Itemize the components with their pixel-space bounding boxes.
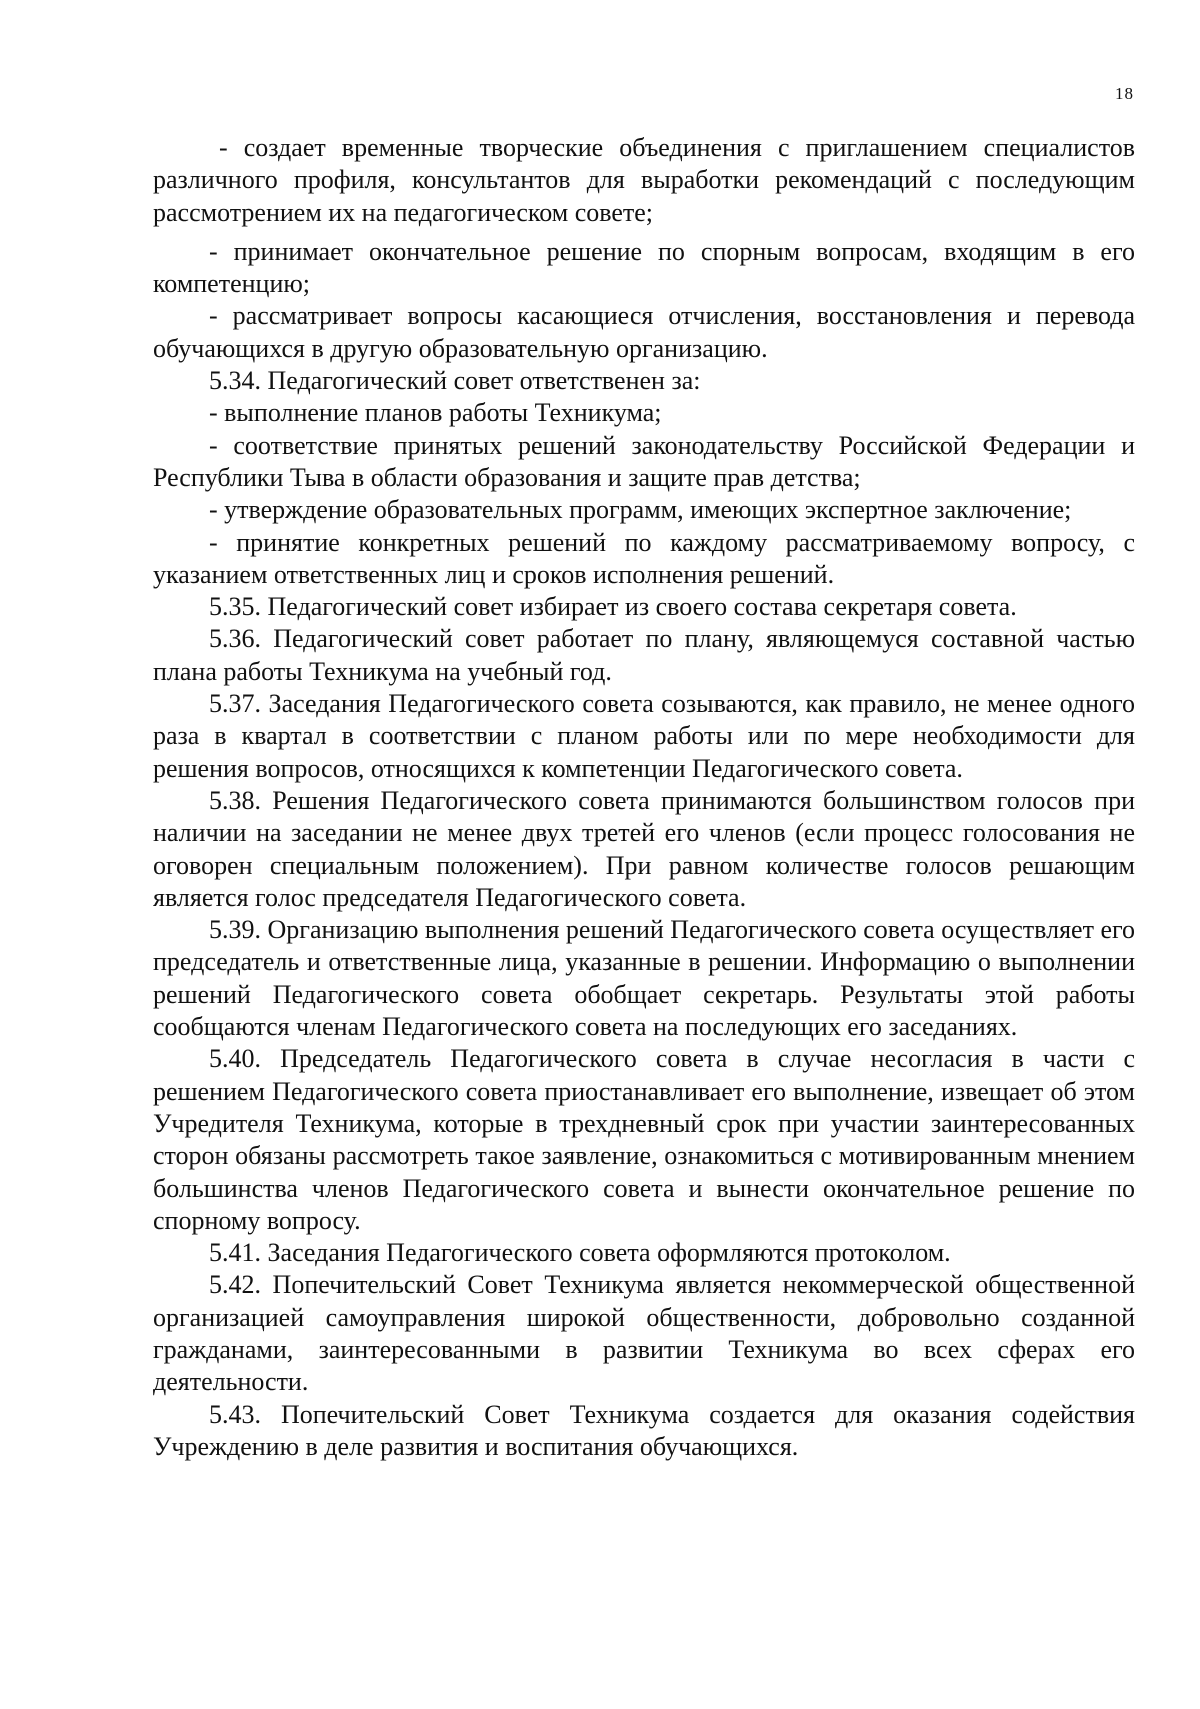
paragraph-5-35: 5.35. Педагогический совет избирает из своего состава секретаря совета. [209,592,1017,622]
paragraph-5-41: 5.41. Заседания Педагогического совета оформляются протоколом. [209,1238,951,1268]
paragraph-5-38: 5.38. Решения Педагогического совета принимаются большинством голосов при наличии на заседании не менее двух третей его членов (если процесс голосования не оговорен специальным положением). При равном количестве голосов решающим является голос председателя Педагогического совета. [153,785,1135,912]
paragraph-expulsion-questions: - рассматривает вопросы касающиеся отчисления, восстановления и перевода обучающихся в другую образовательную организацию. [153,301,1135,363]
paragraph-5-42: 5.42. Попечительский Совет Техникума является некоммерческой общественной организацией самоуправления широкой общественности, добровольно созданной гражданами, заинтересованными в развитии Техникума во всех сферах его деятельности. [153,1270,1135,1397]
paragraph-5-34: 5.34. Педагогический совет ответственен за: [209,366,701,396]
paragraph-final-decision: - принимает окончательное решение по спорным вопросам, входящим в его компетенцию; [153,236,1135,299]
paragraph-5-39: 5.39. Организацию выполнения решений Педагогического совета осуществляет его председатель и ответственные лица, указанные в решении. Информацию о выполнении решений Педагогического совета обобщает секретарь. Результаты этой работы сообщаются членам Педагогического совета на последующих его заседаниях. [153,915,1135,1042]
paragraph-legislation-compliance: - соответствие принятых решений законодательству Российской Федерации и Республики Тыва в области образования и защите прав детства; [153,430,1135,492]
paragraph-5-40: 5.40. Председатель Педагогического совета в случае несогласия в части с решением Педагогического совета приостанавливает его выполнение, извещает об этом Учредителя Техникума, которые в трехдневный срок при участии заинтересованных сторон обязаны рассмотреть такое заявление, ознакомиться с мотивированным мнением большинства членов Педагогического совета и вынести окончательное решение по спорному вопросу. [153,1044,1135,1235]
paragraph-specific-decisions: - принятие конкретных решений по каждому рассматриваемому вопросу, с указанием ответственных лиц и сроков исполнения решений. [153,527,1135,589]
paragraph-work-plans: - выполнение планов работы Техникума; [209,398,662,428]
paragraph-5-37: 5.37. Заседания Педагогического совета созываются, как правило, не менее одного раза в квартал в соответствии с планом работы или по мере необходимости для решения вопросов, относящихся к компетенции Педагогического совета. [153,689,1135,783]
paragraph-5-36: 5.36. Педагогический совет работает по плану, являющемуся составной частью плана работы Техникума на учебный год. [153,624,1135,686]
paragraph-program-approval: - утверждение образовательных программ, имеющих экспертное заключение; [209,495,1072,525]
document-body [153,132,1135,1463]
paragraph-temporary-groups: - создает временные творческие объединения с приглашением специалистов различного профиля, консультантов для выработки рекомендаций с последующим рассмотрением их на педагогическом совете; [153,133,1135,227]
paragraph-5-43: 5.43. Попечительский Совет Техникума создается для оказания содействия Учреждению в деле развития и воспитания обучающихся. [153,1399,1135,1461]
page-number: 18 [1115,84,1134,103]
